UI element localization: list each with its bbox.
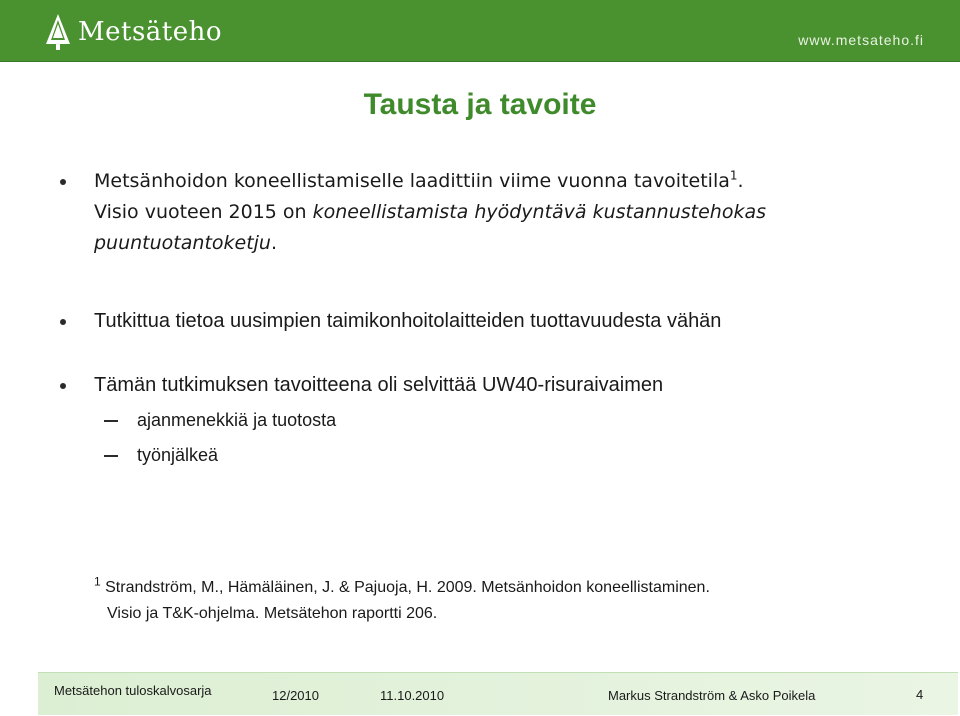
footer-authors: Markus Strandström & Asko Poikela <box>608 688 816 703</box>
site-url-link[interactable]: www.metsateho.fi <box>798 32 924 48</box>
header-bar <box>0 0 960 62</box>
tree-logo-icon <box>44 14 72 50</box>
bullet1-line1-end: . <box>737 170 744 192</box>
bullet1-line1: Metsänhoidon koneellistamiselle laadittiin viime vuonna tavoitetila <box>94 170 730 192</box>
reference-line1: Strandström, M., Hämäläinen, J. & Pajuoja, H. 2009. Metsänhoidon koneellistaminen. <box>100 579 710 596</box>
footer-bar <box>38 672 958 715</box>
slide-title: Tausta ja tavoite <box>363 88 597 121</box>
bullet-dot <box>60 383 66 389</box>
bullet-text-1 <box>94 166 894 259</box>
reference-line2: Visio ja T&K-ohjelma. Metsätehon raportti 206. <box>107 605 438 622</box>
sub-item-text-2: työnjälkeä <box>137 445 219 465</box>
bullet-text-2: Tutkittua tietoa uusimpien taimikonhoitolaitteiden tuottavuudesta vähän <box>94 310 722 332</box>
reference-marker: 1 <box>94 574 101 589</box>
bullet1-line3-end: . <box>270 232 278 254</box>
logo-wordmark: Metsäteho <box>78 17 223 47</box>
bullet-dot <box>60 179 66 185</box>
bullet-text-3: Tämän tutkimuksen tavoitteena oli selvittää UW40-risuraivaimen <box>94 374 664 396</box>
dash-marker <box>104 420 118 422</box>
dash-marker <box>104 455 118 457</box>
page-number: 4 <box>916 687 924 702</box>
bullet-dot <box>60 319 66 325</box>
bullet1-line3-italic: puuntuotantoketju <box>94 232 271 254</box>
metsateho-logo[interactable] <box>44 12 222 52</box>
bullet1-line2: Visio vuoteen 2015 on <box>94 201 313 223</box>
footnote-marker: 1 <box>729 168 738 183</box>
footer-series-name: Metsätehon tuloskalvosarja <box>54 683 212 698</box>
sub-item-text-1: ajanmenekkiä ja tuotosta <box>137 410 337 430</box>
footer-series-date: 12/2010 <box>272 688 319 703</box>
bullet1-line2-italic: koneellistamista hyödyntävä kustannustehokas <box>312 201 767 223</box>
reference-note <box>94 575 710 627</box>
footer-date: 11.10.2010 <box>380 688 445 703</box>
